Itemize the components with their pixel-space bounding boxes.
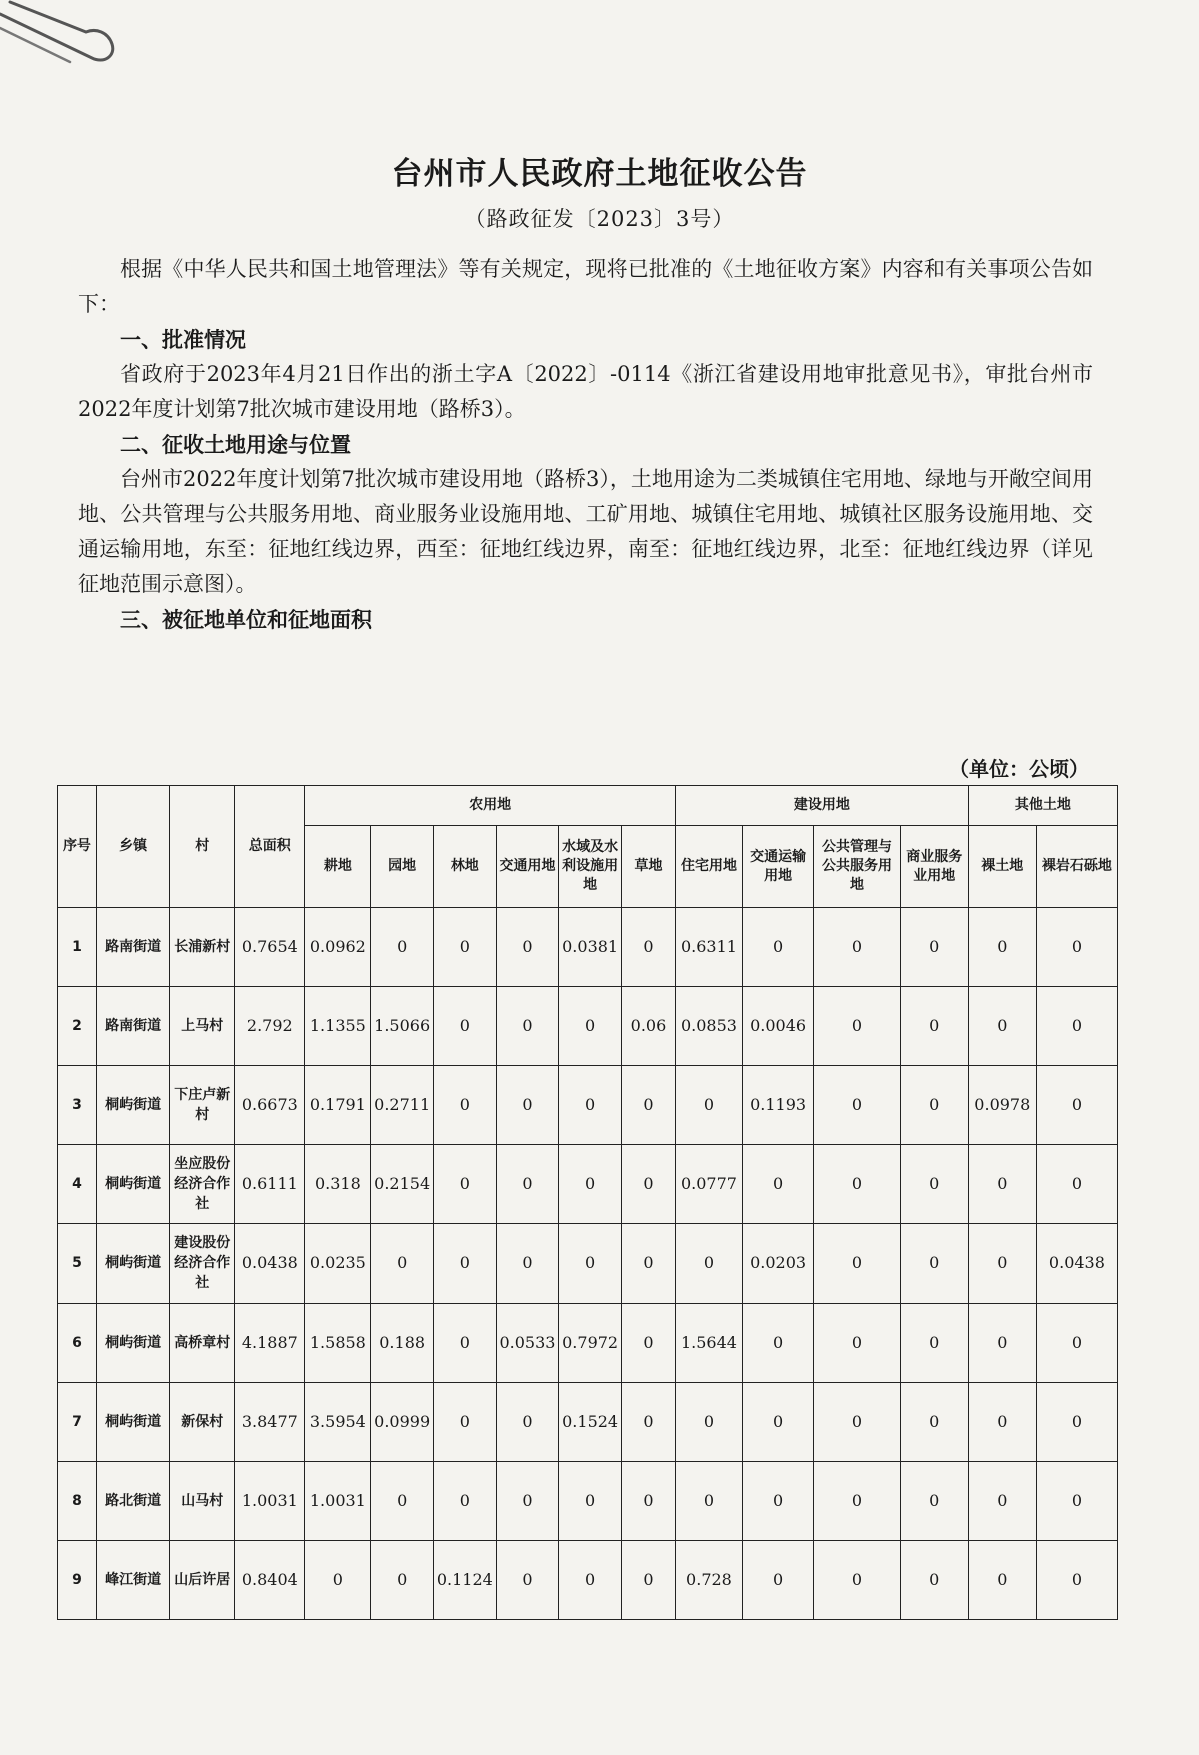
row-village: 上马村 (170, 987, 235, 1066)
row-value: 0 (968, 1540, 1036, 1619)
row-town: 峰江街道 (96, 1540, 169, 1619)
row-value: 0 (1036, 987, 1117, 1066)
row-value: 0.2154 (371, 1145, 434, 1224)
row-value: 0.728 (675, 1540, 742, 1619)
row-value: 0 (900, 1382, 968, 1461)
header-water: 水域及水利设施用地 (559, 826, 622, 908)
header-grass: 草地 (621, 826, 675, 908)
table-row (58, 1540, 1118, 1619)
row-value: 0 (496, 1224, 559, 1303)
row-value: 0 (621, 908, 675, 987)
row-value: 0 (814, 1461, 900, 1540)
row-value: 0 (1036, 1145, 1117, 1224)
row-value: 3.8477 (235, 1382, 305, 1461)
row-value: 4.1887 (235, 1303, 305, 1382)
row-value: 0 (814, 1540, 900, 1619)
row-value: 0 (433, 1224, 496, 1303)
row-value: 0 (559, 1145, 622, 1224)
row-value: 0.8404 (235, 1540, 305, 1619)
header-village: 村 (170, 786, 235, 908)
row-value: 0.0978 (968, 1066, 1036, 1145)
row-value: 0 (900, 1540, 968, 1619)
row-value: 0.0046 (742, 987, 813, 1066)
land-table (57, 785, 1118, 1620)
row-value: 0.6111 (235, 1145, 305, 1224)
row-value: 0 (559, 1066, 622, 1145)
section-text-purpose: 台州市2022年度计划第7批次城市建设用地（路桥3），土地用途为二类城镇住宅用地、绿地与开敞空间用地、公共管理与公共服务用地、商业服务业设施用地、工矿用地、城镇住宅用地、城镇社区服务设施用地、交通运输用地，东至：征地红线边界，西至：征地红线边界，南至：征地红线边界，北至：征地红线边界（详见征地范围示意图）。 (78, 467, 1093, 596)
header-residential: 住宅用地 (675, 826, 742, 908)
row-value: 1.1355 (305, 987, 371, 1066)
row-value: 0 (433, 987, 496, 1066)
row-value: 0 (621, 1303, 675, 1382)
row-village: 下庄卢新村 (170, 1066, 235, 1145)
document-number: （路政征发〔2023〕3号） (464, 207, 735, 231)
header-group-other: 其他土地 (968, 786, 1117, 826)
row-value: 0 (621, 1145, 675, 1224)
row-value: 0 (675, 1224, 742, 1303)
row-value: 0.6311 (675, 908, 742, 987)
row-value: 0.0438 (235, 1224, 305, 1303)
row-value: 0 (496, 1145, 559, 1224)
header-forest: 林地 (433, 826, 496, 908)
row-value: 0.0999 (371, 1382, 434, 1461)
row-village: 新保村 (170, 1382, 235, 1461)
row-village: 高桥章村 (170, 1303, 235, 1382)
header-group-agri: 农用地 (305, 786, 676, 826)
row-value: 0 (814, 1066, 900, 1145)
table-row (58, 908, 1118, 987)
row-town: 桐屿街道 (96, 1145, 169, 1224)
row-value: 0.1193 (742, 1066, 813, 1145)
row-value: 0 (621, 1066, 675, 1145)
row-value: 0 (433, 908, 496, 987)
row-value: 0 (559, 987, 622, 1066)
row-value: 0.7972 (559, 1303, 622, 1382)
row-value: 0 (814, 1303, 900, 1382)
row-seq: 2 (58, 987, 97, 1066)
header-town: 乡镇 (96, 786, 169, 908)
row-value: 0 (621, 1540, 675, 1619)
row-value: 0.188 (371, 1303, 434, 1382)
row-value: 2.792 (235, 987, 305, 1066)
header-garden: 园地 (371, 826, 434, 908)
header-seq: 序号 (58, 786, 97, 908)
row-value: 0.1124 (433, 1540, 496, 1619)
row-value: 0 (968, 908, 1036, 987)
table-row (58, 1382, 1118, 1461)
row-value: 0 (814, 908, 900, 987)
row-village: 山马村 (170, 1461, 235, 1540)
row-value: 0 (559, 1540, 622, 1619)
row-value: 0 (814, 987, 900, 1066)
paperclip-icon (0, 0, 140, 80)
notice-body (78, 252, 1093, 637)
row-value: 0 (621, 1461, 675, 1540)
row-value: 1.5066 (371, 987, 434, 1066)
row-value: 0 (900, 1303, 968, 1382)
row-value: 0.0962 (305, 908, 371, 987)
row-value: 0 (433, 1066, 496, 1145)
row-value: 0 (742, 1303, 813, 1382)
table-row (58, 1145, 1118, 1224)
table-row (58, 987, 1118, 1066)
row-value: 0 (968, 1461, 1036, 1540)
row-value: 1.5858 (305, 1303, 371, 1382)
row-seq: 8 (58, 1461, 97, 1540)
row-value: 0 (968, 1303, 1036, 1382)
row-value: 0 (1036, 1382, 1117, 1461)
row-value: 1.0031 (235, 1461, 305, 1540)
row-town: 路北街道 (96, 1461, 169, 1540)
row-value: 0 (968, 1145, 1036, 1224)
row-value: 0.0235 (305, 1224, 371, 1303)
row-value: 0 (496, 1540, 559, 1619)
row-value: 0.1791 (305, 1066, 371, 1145)
row-value: 0 (1036, 1303, 1117, 1382)
row-value: 0 (900, 1461, 968, 1540)
row-value: 0 (968, 987, 1036, 1066)
row-village: 建设股份经济合作社 (170, 1224, 235, 1303)
row-town: 桐屿街道 (96, 1066, 169, 1145)
section-heading-approval: 一、批准情况 (120, 327, 246, 352)
row-seq: 5 (58, 1224, 97, 1303)
row-value: 0.0381 (559, 908, 622, 987)
row-value: 0.2711 (371, 1066, 434, 1145)
table-row (58, 1461, 1118, 1540)
row-value: 1.0031 (305, 1461, 371, 1540)
row-value: 0 (433, 1145, 496, 1224)
row-seq: 1 (58, 908, 97, 987)
header-bare-rock: 裸岩石砾地 (1036, 826, 1117, 908)
row-value: 0 (371, 908, 434, 987)
row-seq: 3 (58, 1066, 97, 1145)
header-bare-soil: 裸土地 (968, 826, 1036, 908)
page-title: 台州市人民政府土地征收公告 (391, 156, 808, 192)
row-value: 0 (675, 1382, 742, 1461)
row-value: 0 (496, 1461, 559, 1540)
row-value: 0.7654 (235, 908, 305, 987)
row-value: 0 (900, 1224, 968, 1303)
row-value: 0 (742, 1461, 813, 1540)
row-value: 0 (496, 1066, 559, 1145)
row-seq: 6 (58, 1303, 97, 1382)
header-total: 总面积 (235, 786, 305, 908)
row-value: 0 (742, 908, 813, 987)
row-value: 0 (371, 1540, 434, 1619)
row-value: 0 (814, 1382, 900, 1461)
row-value: 0 (900, 908, 968, 987)
row-value: 0 (968, 1224, 1036, 1303)
row-value: 0 (814, 1145, 900, 1224)
row-value: 0.06 (621, 987, 675, 1066)
row-value: 0.0853 (675, 987, 742, 1066)
row-value: 0.0438 (1036, 1224, 1117, 1303)
row-value: 1.5644 (675, 1303, 742, 1382)
row-value: 0 (559, 1461, 622, 1540)
row-value: 0 (742, 1145, 813, 1224)
row-value: 0.318 (305, 1145, 371, 1224)
row-value: 0.1524 (559, 1382, 622, 1461)
header-build-transport: 交通运输用地 (742, 826, 813, 908)
section-heading-units: 三、被征地单位和征地面积 (120, 607, 372, 632)
row-value: 0.0533 (496, 1303, 559, 1382)
row-value: 0 (1036, 1540, 1117, 1619)
row-value: 0 (675, 1461, 742, 1540)
row-value: 0.6673 (235, 1066, 305, 1145)
row-value: 3.5954 (305, 1382, 371, 1461)
section-text-approval: 省政府于2023年4月21日作出的浙土字A〔2022〕-0114《浙江省建设用地审批意见书》，审批台州市2022年度计划第7批次城市建设用地（路桥3）。 (78, 362, 1093, 421)
row-value: 0 (621, 1382, 675, 1461)
row-value: 0 (1036, 1066, 1117, 1145)
header-group-build: 建设用地 (675, 786, 968, 826)
row-village: 长浦新村 (170, 908, 235, 987)
row-town: 路南街道 (96, 987, 169, 1066)
row-value: 0 (1036, 1461, 1117, 1540)
unit-note: （单位：公顷） (949, 757, 1089, 781)
row-seq: 7 (58, 1382, 97, 1461)
row-town: 路南街道 (96, 908, 169, 987)
row-town: 桐屿街道 (96, 1382, 169, 1461)
row-seq: 4 (58, 1145, 97, 1224)
table-row (58, 1303, 1118, 1382)
row-value: 0 (433, 1461, 496, 1540)
row-value: 0 (433, 1382, 496, 1461)
header-commercial: 商业服务业用地 (900, 826, 968, 908)
row-value: 0 (675, 1066, 742, 1145)
row-value: 0 (496, 987, 559, 1066)
row-value: 0 (496, 908, 559, 987)
row-value: 0 (305, 1540, 371, 1619)
row-value: 0 (433, 1303, 496, 1382)
row-value: 0 (968, 1382, 1036, 1461)
row-town: 桐屿街道 (96, 1224, 169, 1303)
row-value: 0.0777 (675, 1145, 742, 1224)
row-value: 0 (621, 1224, 675, 1303)
row-value: 0 (900, 1145, 968, 1224)
row-value: 0 (1036, 908, 1117, 987)
row-value: 0 (814, 1224, 900, 1303)
row-value: 0 (371, 1461, 434, 1540)
header-cultivated: 耕地 (305, 826, 371, 908)
row-value: 0.0203 (742, 1224, 813, 1303)
row-value: 0 (900, 987, 968, 1066)
row-seq: 9 (58, 1540, 97, 1619)
row-town: 桐屿街道 (96, 1303, 169, 1382)
row-value: 0 (742, 1540, 813, 1619)
header-agri-transport: 交通用地 (496, 826, 559, 908)
row-value: 0 (559, 1224, 622, 1303)
row-value: 0 (900, 1066, 968, 1145)
table-row (58, 1066, 1118, 1145)
row-village: 坐应股份经济合作社 (170, 1145, 235, 1224)
row-value: 0 (371, 1224, 434, 1303)
row-value: 0 (742, 1382, 813, 1461)
header-public: 公共管理与公共服务用地 (814, 826, 900, 908)
row-value: 0 (496, 1382, 559, 1461)
intro-paragraph: 根据《中华人民共和国土地管理法》等有关规定，现将已批准的《土地征收方案》内容和有关事项公告如下： (78, 257, 1093, 316)
section-heading-purpose: 二、征收土地用途与位置 (120, 432, 351, 457)
row-village: 山后许居 (170, 1540, 235, 1619)
table-row (58, 1224, 1118, 1303)
